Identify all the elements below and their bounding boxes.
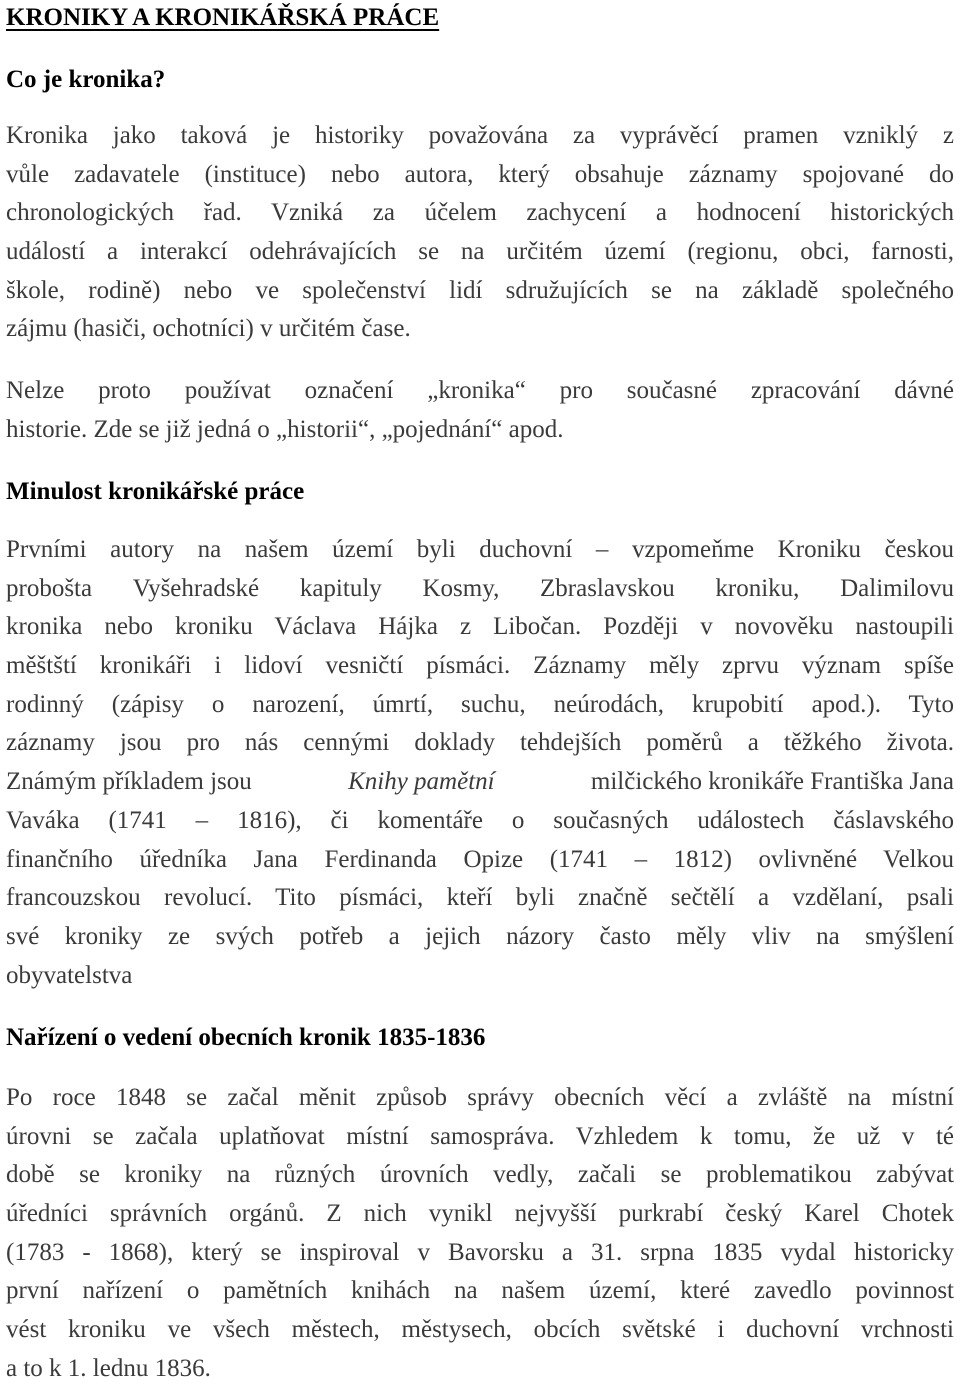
text-line: francouzskou revolucí. Tito písmáci, kteří byli značně sečtělí a vzdělaní, psali [6, 884, 954, 912]
text-line: první nařízení o pamětních knihách na našem území, které zavedlo povinnost [6, 1277, 954, 1305]
text-line: rodinný (zápisy o narození, úmrtí, suchu, neúrodách, krupobití apod.). Tyto [6, 690, 954, 718]
text-line-with-italic [6, 763, 954, 802]
text-line: Kronika jako taková je historiky považována za vyprávěcí pramen vzniklý z [6, 122, 954, 149]
paragraph-definition [6, 117, 954, 349]
text-line: kronika nebo kroniku Václava Hájka z Libočan. Později v novověku nastoupili [6, 613, 954, 641]
paragraph-history [6, 531, 954, 995]
text-line: záznamy jsou pro nás cennými doklady tehdejších poměrů a těžkého života. [6, 729, 954, 757]
text-line: zájmu (hasiči, ochotníci) v určitém čase. [6, 315, 411, 343]
text-line: době se kroniky na různých úrovních vedly, začali se problematikou zabývat [6, 1161, 954, 1189]
text-line: vůle zadavatele (instituce) nebo autora, který obsahuje záznamy spojované do [6, 160, 954, 188]
text-line: (1783 - 1868), který se inspiroval v Bavorsku a 31. srpna 1835 vydal historicky [6, 1238, 954, 1266]
text-line: úrovni se začala uplatňovat místní samospráva. Vzhledem k tomu, že už v té [6, 1122, 954, 1150]
text-line: událostí a interakcí odehrávajících se na určitém území (regionu, obci, farnosti, [6, 238, 954, 266]
text-line: měštští kronikáři i lidoví vesničtí písmáci. Záznamy měly zprvu význam spíše [6, 652, 954, 680]
text-line: Prvními autory na našem území byli duchovní – vzpomeňme Kroniku českou [6, 536, 954, 563]
italic-title: Knihy pamětní [348, 768, 495, 796]
text-line: své kroniky ze svých potřeb a jejich názory často měly vliv na smýšlení [6, 922, 954, 950]
text-line: škole, rodině) nebo ve společenství lidí sdružujících se na základě společného [6, 276, 954, 304]
document-title: KRONIKY A KRONIKÁŘSKÁ PRÁCE [6, 4, 440, 31]
text-line: proboštа Vyšehradské kapituly Kosmy, Zbraslavskou kroniku, Dalimilovu [6, 574, 954, 602]
text-line: chronologických řad. Vzniká za účelem zachycení a hodnocení historických [6, 199, 954, 227]
heading-what-is-chronicle: Co je kronika? [6, 66, 166, 93]
paragraph-not-chronicle [6, 372, 954, 449]
text-line: historie. Zde se již jedná o „historii“, „pojednání“ apod. [6, 415, 564, 443]
heading-history-of-chronicling: Minulost kronikářské práce [6, 478, 305, 505]
text-line: Vaváka (1741 – 1816), či komentáře o současných událostech čáslavského [6, 806, 954, 834]
text-segment: Známým příkladem jsou [6, 768, 252, 796]
text-line: obyvatelstva [6, 961, 133, 989]
text-line: finančního úředníka Jana Ferdinanda Opize (1741 – 1812) ovlivněné Velkou [6, 845, 954, 873]
text-line: Nelze proto používat označení „kronika“ pro současné zpracování dávné [6, 377, 954, 404]
text-segment: milčického kronikáře Františka Jana [590, 768, 954, 796]
text-line: úředníci správních orgánů. Z nich vynikl nejvyšší purkrabí český Karel Chotek [6, 1200, 954, 1228]
paragraph-decree [6, 1079, 954, 1389]
text-line: vést kroniku ve všech městech, městysech, obcích světské i duchovní vrchnosti [6, 1316, 954, 1344]
text-line: Po roce 1848 se začal měnit způsob správy obecních věcí a zvláště na místní [6, 1084, 954, 1111]
heading-decree: Nařízení o vedení obecních kronik 1835-1836 [6, 1024, 486, 1051]
text-line: a to k 1. lednu 1836. [6, 1354, 211, 1382]
